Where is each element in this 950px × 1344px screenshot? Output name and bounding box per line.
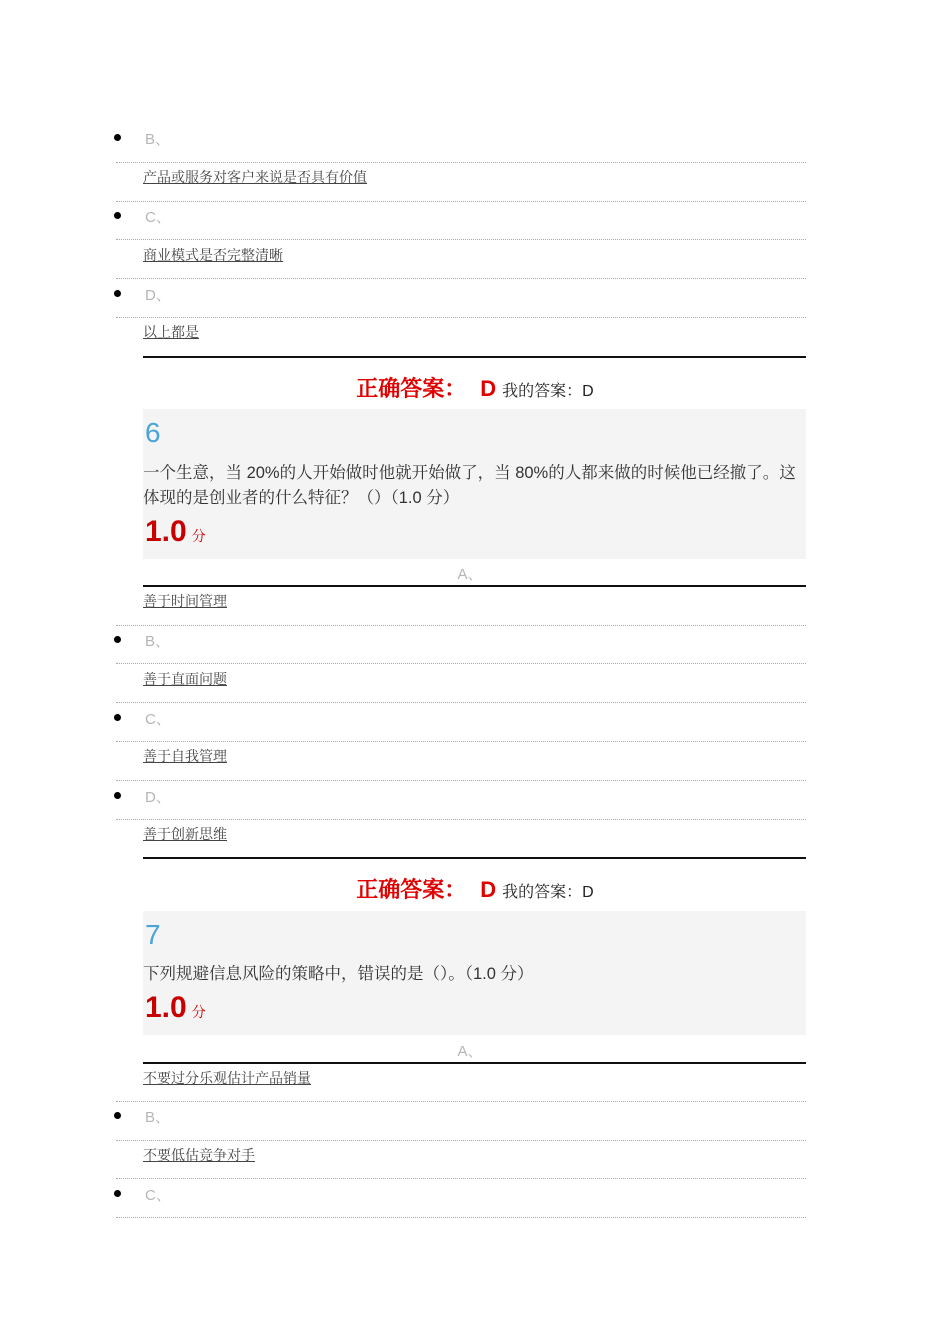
dotted-divider [116, 239, 806, 240]
option-letter-c: C、 [145, 209, 171, 226]
dotted-divider [116, 317, 806, 318]
option-letter-c: C、 [145, 1187, 171, 1204]
solid-divider [143, 356, 806, 358]
dotted-divider [116, 702, 806, 703]
question-number: 7 [145, 919, 161, 950]
dotted-divider [116, 162, 806, 163]
option-b-text[interactable]: 不要低估竞争对手 [143, 1147, 255, 1163]
option-letter-b: B、 [145, 131, 171, 148]
dotted-divider [116, 663, 806, 664]
question-text: 一个生意，当 20%的人开始做时他就开始做了，当 80%的人都来做的时候他已经撤了。这体现的是创业者的什么特征？（）（1.0 分） [143, 464, 796, 507]
correct-answer-value: D [480, 376, 497, 401]
option-b-text[interactable]: 产品或服务对客户来说是否具有价值 [143, 169, 367, 185]
dotted-divider [116, 201, 806, 202]
my-answer: 我的答案：D [502, 383, 594, 400]
bullet-icon [114, 212, 121, 219]
question-score [145, 515, 206, 549]
bullet-icon [114, 792, 121, 799]
bullet-icon [114, 636, 121, 643]
score-value: 1.0 [145, 515, 187, 548]
option-d-text[interactable]: 善于创新思维 [143, 826, 227, 842]
dotted-divider [116, 780, 806, 781]
correct-answer-value: D [480, 877, 497, 902]
option-letter-a: A、 [457, 566, 483, 583]
bullet-icon [114, 1112, 121, 1119]
bullet-icon [114, 290, 121, 297]
question-number: 6 [145, 417, 161, 448]
option-a-text[interactable]: 不要过分乐观估计产品销量 [143, 1070, 311, 1086]
answer-row [0, 873, 950, 904]
option-letter-d: D、 [145, 789, 171, 806]
bullet-icon [114, 1190, 121, 1197]
option-b-text[interactable]: 善于直面问题 [143, 671, 227, 687]
dotted-divider [116, 1217, 806, 1218]
option-a-text[interactable]: 善于时间管理 [143, 593, 227, 609]
dotted-divider [116, 1101, 806, 1102]
dotted-divider [116, 1178, 806, 1179]
solid-divider [143, 1062, 806, 1064]
option-letter-b: B、 [145, 1109, 171, 1126]
option-d-text[interactable]: 以上都是 [143, 324, 199, 340]
solid-divider [143, 857, 806, 859]
bullet-icon [114, 714, 121, 721]
answer-row [0, 372, 950, 403]
dotted-divider [116, 1140, 806, 1141]
score-unit: 分 [191, 1004, 206, 1020]
dotted-divider [116, 625, 806, 626]
correct-answer-label: 正确答案： [356, 376, 467, 401]
question-card [143, 409, 806, 559]
dotted-divider [116, 278, 806, 279]
option-c-text[interactable]: 商业模式是否完整清晰 [143, 247, 283, 263]
option-letter-b: B、 [145, 633, 171, 650]
option-letter-c: C、 [145, 711, 171, 728]
score-unit: 分 [191, 528, 206, 544]
solid-divider [143, 585, 806, 587]
question-card [143, 911, 806, 1035]
correct-answer-label: 正确答案： [356, 877, 467, 902]
option-c-text[interactable]: 善于自我管理 [143, 748, 227, 764]
dotted-divider [116, 819, 806, 820]
option-letter-d: D、 [145, 287, 171, 304]
question-score [145, 991, 206, 1025]
question-text: 下列规避信息风险的策略中，错误的是（）。（1.0 分） [143, 965, 534, 983]
bullet-icon [114, 134, 121, 141]
my-answer: 我的答案：D [502, 884, 594, 901]
dotted-divider [116, 741, 806, 742]
option-letter-a: A、 [457, 1043, 483, 1060]
score-value: 1.0 [145, 991, 187, 1024]
